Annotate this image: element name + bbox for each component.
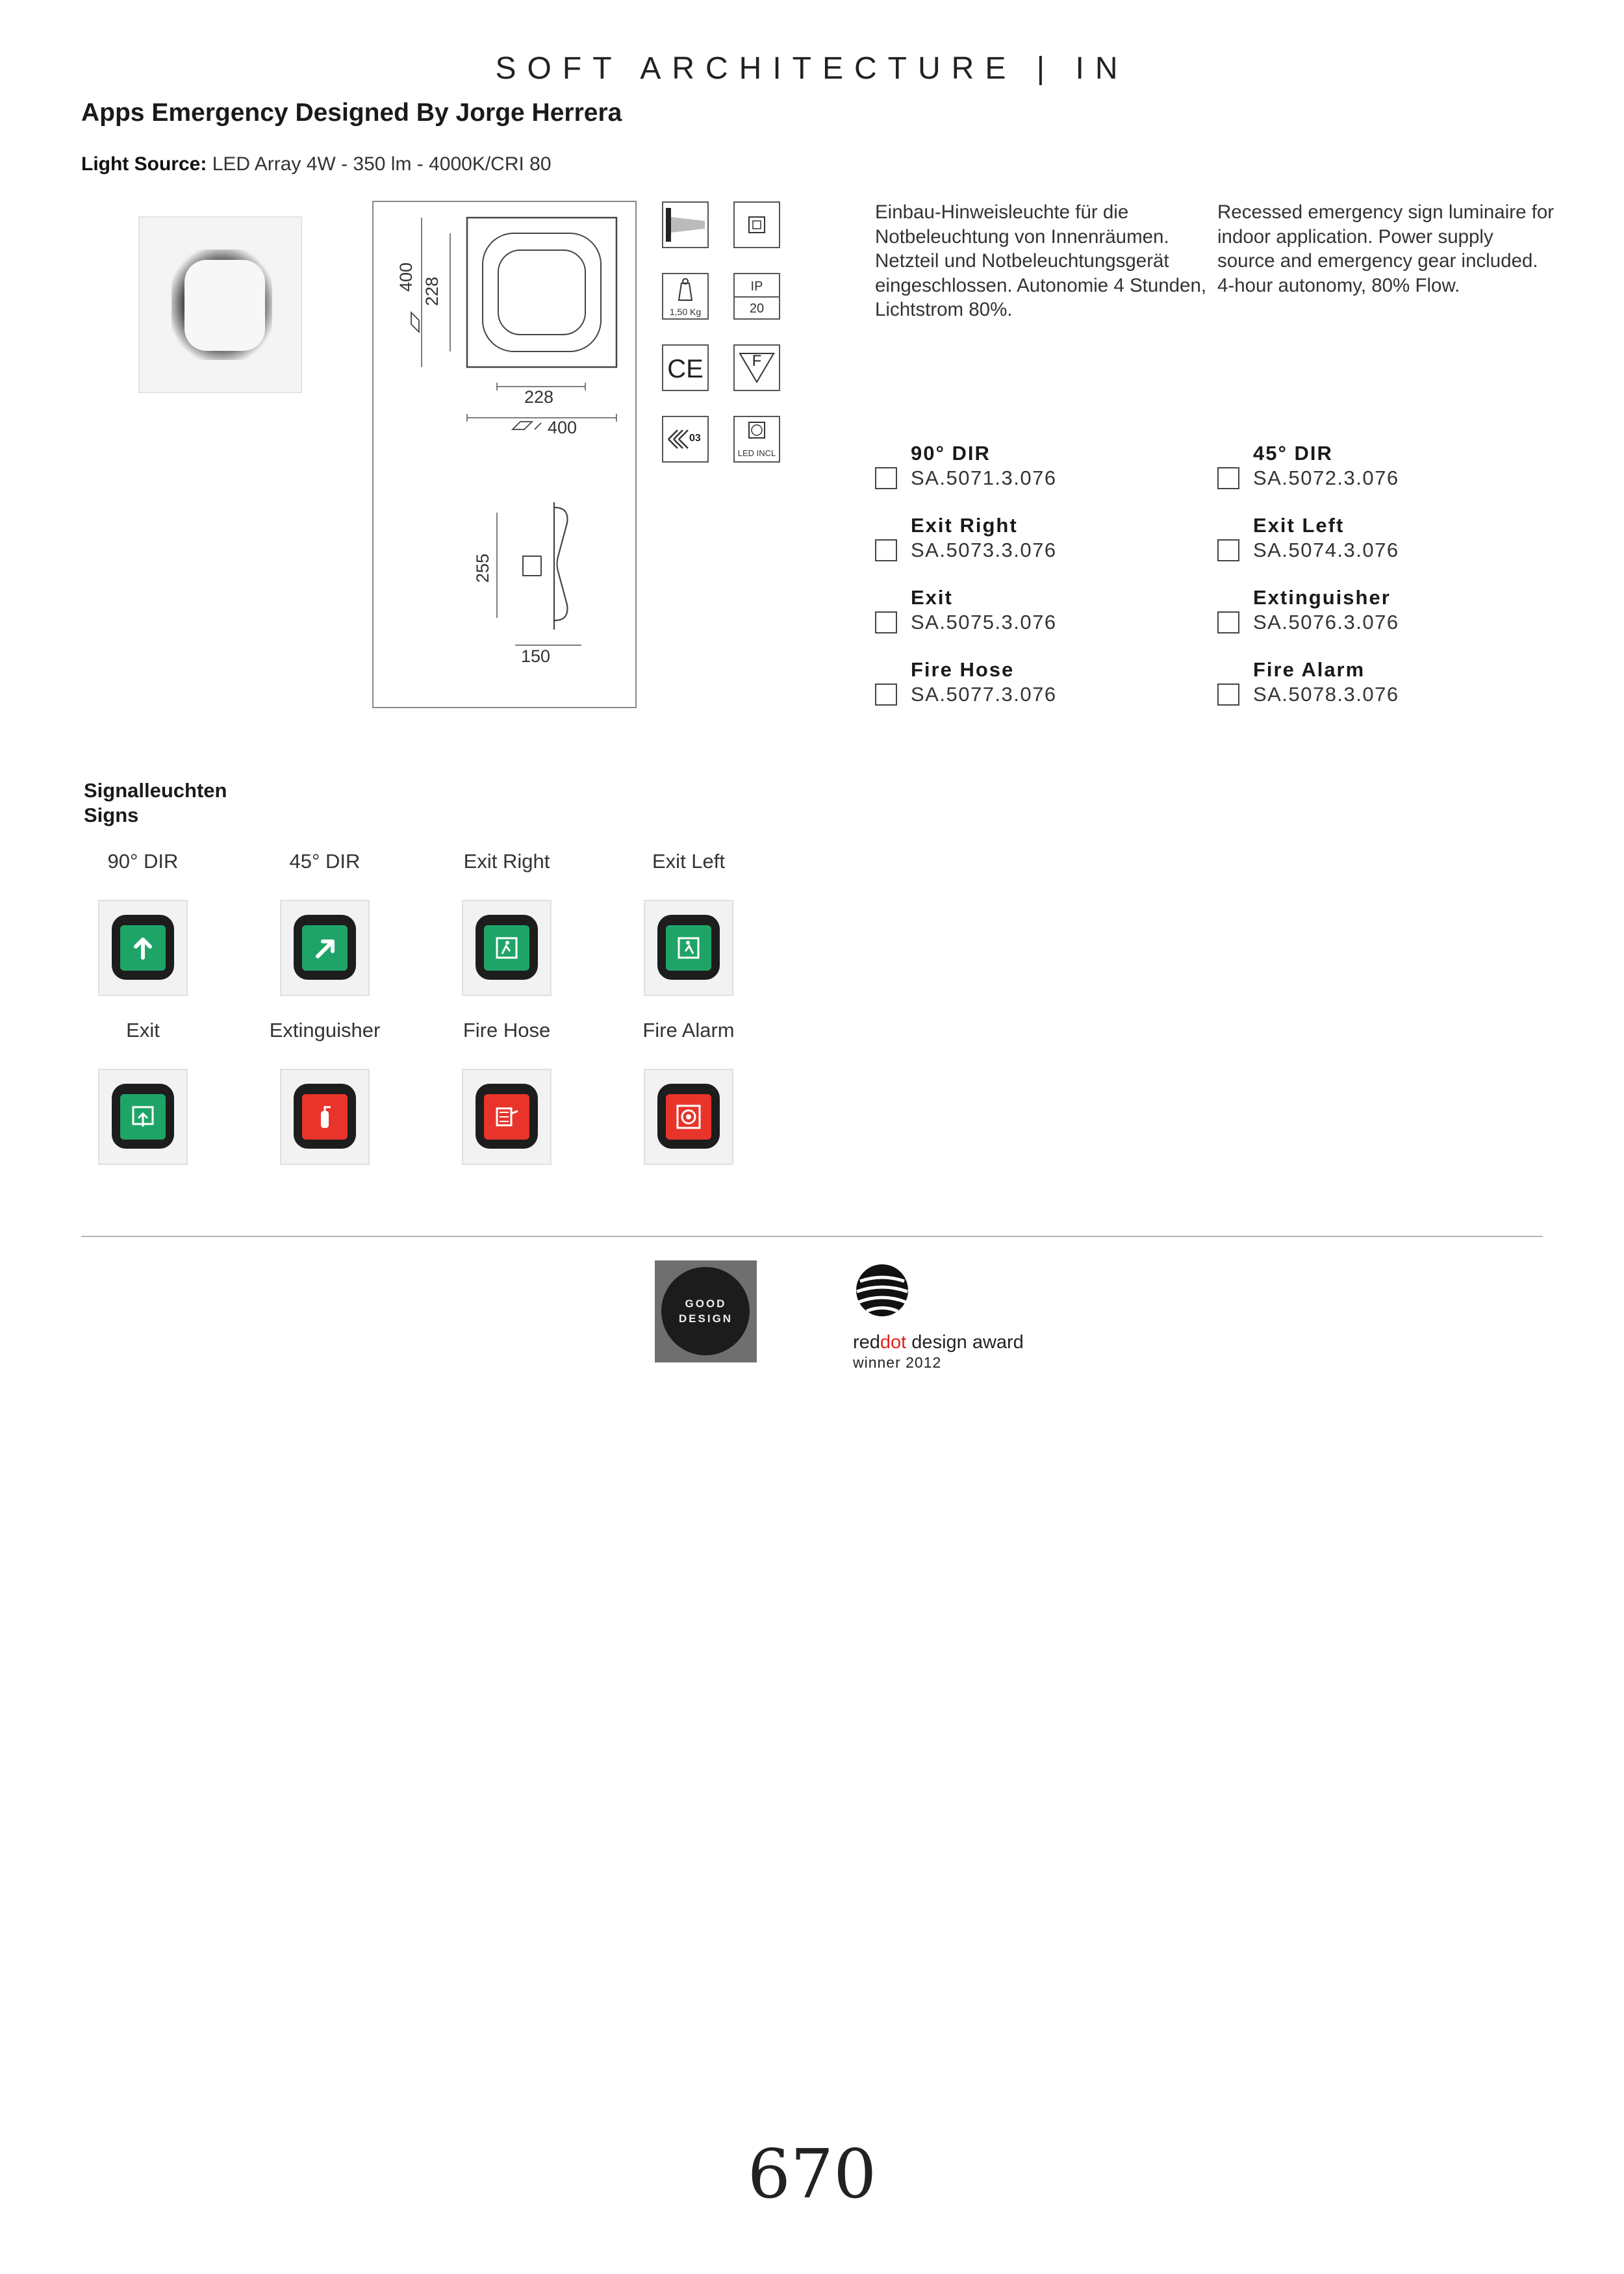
light-source xyxy=(81,153,552,175)
sign-label: 45° DIR xyxy=(289,850,361,873)
variant-exit-right[interactable] xyxy=(875,514,1187,562)
class-number: 03 xyxy=(689,433,701,444)
variant-code: SA.5071.3.076 xyxy=(911,466,1057,489)
reddot-winner: winner 2012 xyxy=(853,1354,942,1371)
variant-code: SA.5078.3.076 xyxy=(1253,683,1399,706)
good-design-line2: DESIGN xyxy=(678,1312,733,1325)
variant-checkbox[interactable] xyxy=(875,467,897,489)
variant-name: Exit Right xyxy=(911,514,1018,537)
weight-value: 1,50 Kg xyxy=(669,307,702,317)
weight-icon xyxy=(662,273,709,320)
variant-code: SA.5076.3.076 xyxy=(1253,611,1399,633)
brand-title: SOFT ARCHITECTURE | IN xyxy=(495,51,1129,86)
sign-tile xyxy=(97,899,188,997)
sign-label: Fire Hose xyxy=(463,1019,551,1041)
variant-code: SA.5073.3.076 xyxy=(911,539,1057,561)
recessed-icon xyxy=(733,201,780,248)
dim-side-outer: 400 xyxy=(396,262,416,292)
product-title: Apps Emergency Designed By Jorge Herrera xyxy=(81,99,622,127)
f-text: F xyxy=(752,352,762,370)
description-de: Einbau-Hinweisleuchte für die Notbeleuchtung von Innenräumen. Netzteil und Notbeleuchtungsgerät eingeschlossen. Autonomie 4 Stunden, Lichtstrom 80%. xyxy=(875,201,1207,320)
variant-code: SA.5074.3.076 xyxy=(1253,539,1399,561)
variant-exit-left[interactable] xyxy=(1217,514,1529,562)
sign-tile xyxy=(643,899,734,997)
variant-name: Exit Left xyxy=(1253,514,1345,537)
light-source-label: Light Source: xyxy=(81,153,207,175)
sign-tile xyxy=(279,1068,370,1166)
wall-mount-icon xyxy=(662,201,709,248)
sign-tile xyxy=(643,1068,734,1166)
variant-extinguisher[interactable] xyxy=(1217,586,1529,634)
variant-name: Extinguisher xyxy=(1253,586,1391,609)
variant-45-dir[interactable] xyxy=(1217,442,1529,490)
ce-mark-icon xyxy=(662,344,709,391)
variant-fire-alarm[interactable] xyxy=(1217,658,1529,706)
variant-fire-hose[interactable] xyxy=(875,658,1187,706)
variant-code: SA.5075.3.076 xyxy=(911,611,1057,633)
ce-text: CE xyxy=(667,355,704,383)
variant-name: Fire Alarm xyxy=(1253,658,1365,681)
variant-exit[interactable] xyxy=(875,586,1187,634)
product-photo xyxy=(138,214,307,396)
variant-name: 90° DIR xyxy=(911,442,991,465)
sign-tile xyxy=(97,1068,188,1166)
divider xyxy=(81,1236,1543,1237)
variant-name: Exit xyxy=(911,586,953,609)
f-mark-icon xyxy=(733,344,780,391)
reddot-logo-icon xyxy=(854,1262,911,1319)
sign-label: Exit Right xyxy=(463,850,550,873)
ip-value: 20 xyxy=(749,301,765,316)
sign-tile xyxy=(461,1068,552,1166)
variant-checkbox[interactable] xyxy=(1217,539,1239,561)
sign-tile xyxy=(461,899,552,997)
dim-top-outer: 400 xyxy=(548,418,577,437)
dim-profile-height: 255 xyxy=(473,553,493,583)
dim-top-width: 228 xyxy=(524,387,554,407)
energy-class-icon xyxy=(662,416,709,463)
sign-label: Exit Left xyxy=(652,850,725,873)
variant-checkbox[interactable] xyxy=(1217,611,1239,633)
sign-label: Fire Alarm xyxy=(642,1019,735,1041)
good-design-logo xyxy=(655,1260,757,1362)
reddot-red: red xyxy=(853,1332,880,1353)
reddot-award-text xyxy=(853,1333,1024,1351)
good-design-line1: GOOD xyxy=(685,1297,727,1310)
technical-drawing xyxy=(372,201,637,708)
variant-code: SA.5072.3.076 xyxy=(1253,466,1399,489)
signs-heading-en: Signs xyxy=(84,804,139,826)
sign-label: 90° DIR xyxy=(107,850,179,873)
reddot-dot: dot xyxy=(880,1332,907,1353)
variant-checkbox[interactable] xyxy=(1217,683,1239,706)
variant-checkbox[interactable] xyxy=(875,539,897,561)
light-source-value: LED Array 4W - 350 lm - 4000K/CRI 80 xyxy=(212,153,552,175)
variant-name: Fire Hose xyxy=(911,658,1015,681)
variant-90-dir[interactable] xyxy=(875,442,1187,490)
variant-name: 45° DIR xyxy=(1253,442,1333,465)
description-en: Recessed emergency sign luminaire for indoor application. Power supply source and emergency gear included. 4-hour autonomy, 80% Flow. xyxy=(1217,201,1554,296)
dim-profile-depth: 150 xyxy=(521,646,551,666)
reddot-rest: design award xyxy=(906,1332,1024,1353)
ip-rating-icon xyxy=(733,273,780,320)
ip-label: IP xyxy=(750,279,763,294)
sign-tile xyxy=(279,899,370,997)
signs-heading-de: Signalleuchten xyxy=(84,779,227,802)
page-number: 670 xyxy=(747,2134,877,2214)
signs-heading xyxy=(84,778,227,828)
sign-label: Extinguisher xyxy=(269,1019,381,1041)
led-included-icon xyxy=(733,416,780,463)
variant-checkbox[interactable] xyxy=(875,683,897,706)
sign-label: Exit xyxy=(126,1019,160,1041)
variant-code: SA.5077.3.076 xyxy=(911,683,1057,706)
variant-checkbox[interactable] xyxy=(1217,467,1239,489)
led-incl-text: LED INCL xyxy=(737,448,776,458)
variant-checkbox[interactable] xyxy=(875,611,897,633)
dim-side-inner: 228 xyxy=(422,276,442,307)
